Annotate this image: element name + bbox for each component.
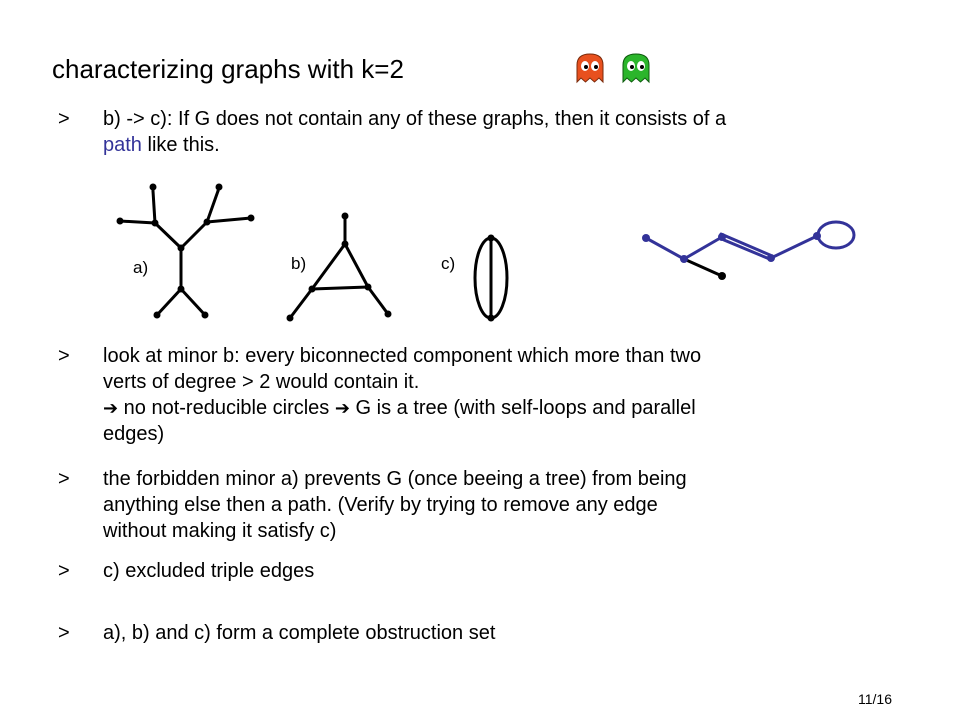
graph-a-tree [120,186,251,315]
bullet-line: edges) [103,423,165,445]
bullet-marker: > [58,108,70,130]
bullet-line-tail: G is a tree (with self-loops and parallel [349,397,696,419]
bullet-line: without making it satisfy c) [103,520,337,542]
bullet-marker: > [58,345,70,367]
bullet-line: b) -> c): If G does not contain any of these graphs, then it consists of a [103,108,727,130]
bullet-line: the forbidden minor a) prevents G (once beeing a tree) from being [103,468,687,490]
bullet-line: verts of degree > 2 would contain it. [103,371,420,393]
bullet-line [103,395,938,421]
arrow-icon: ➔ [334,398,350,418]
graph-a-vertices [117,184,255,319]
path-graph-example [646,222,854,260]
bullet-marker: > [58,468,70,490]
bullet-text [103,620,938,646]
path-graph-pendant-edge [684,259,722,276]
figure-label-b: b) [291,254,307,273]
path-link[interactable]: path [103,134,142,156]
figure-label-c: c) [441,254,456,273]
path-graph-black-vertex [718,272,726,280]
slide-title: characterizing graphs with k=2 [52,54,404,84]
figure-label-a: a) [133,258,149,277]
bullet-line-tail: like this. [141,134,220,156]
graph-c-triple-edge [475,238,507,318]
bullet-marker: > [58,560,70,582]
bullet-text [103,343,938,447]
bullet-line: look at minor b: every biconnected component which more than two [103,345,702,367]
bullet-line: anything else then a path. (Verify by trying to remove any edge [103,494,658,516]
bullet-line-mid: no not-reducible circles [118,397,335,419]
page-number: 11/16 [858,691,892,707]
bullet-text [103,558,938,584]
bullet-marker: > [58,622,70,644]
bullet-line: c) excluded triple edges [103,560,315,582]
bullet-text [103,466,938,544]
bullet-line: a), b) and c) form a complete obstruction set [103,622,496,644]
arrow-icon: ➔ [103,398,119,418]
